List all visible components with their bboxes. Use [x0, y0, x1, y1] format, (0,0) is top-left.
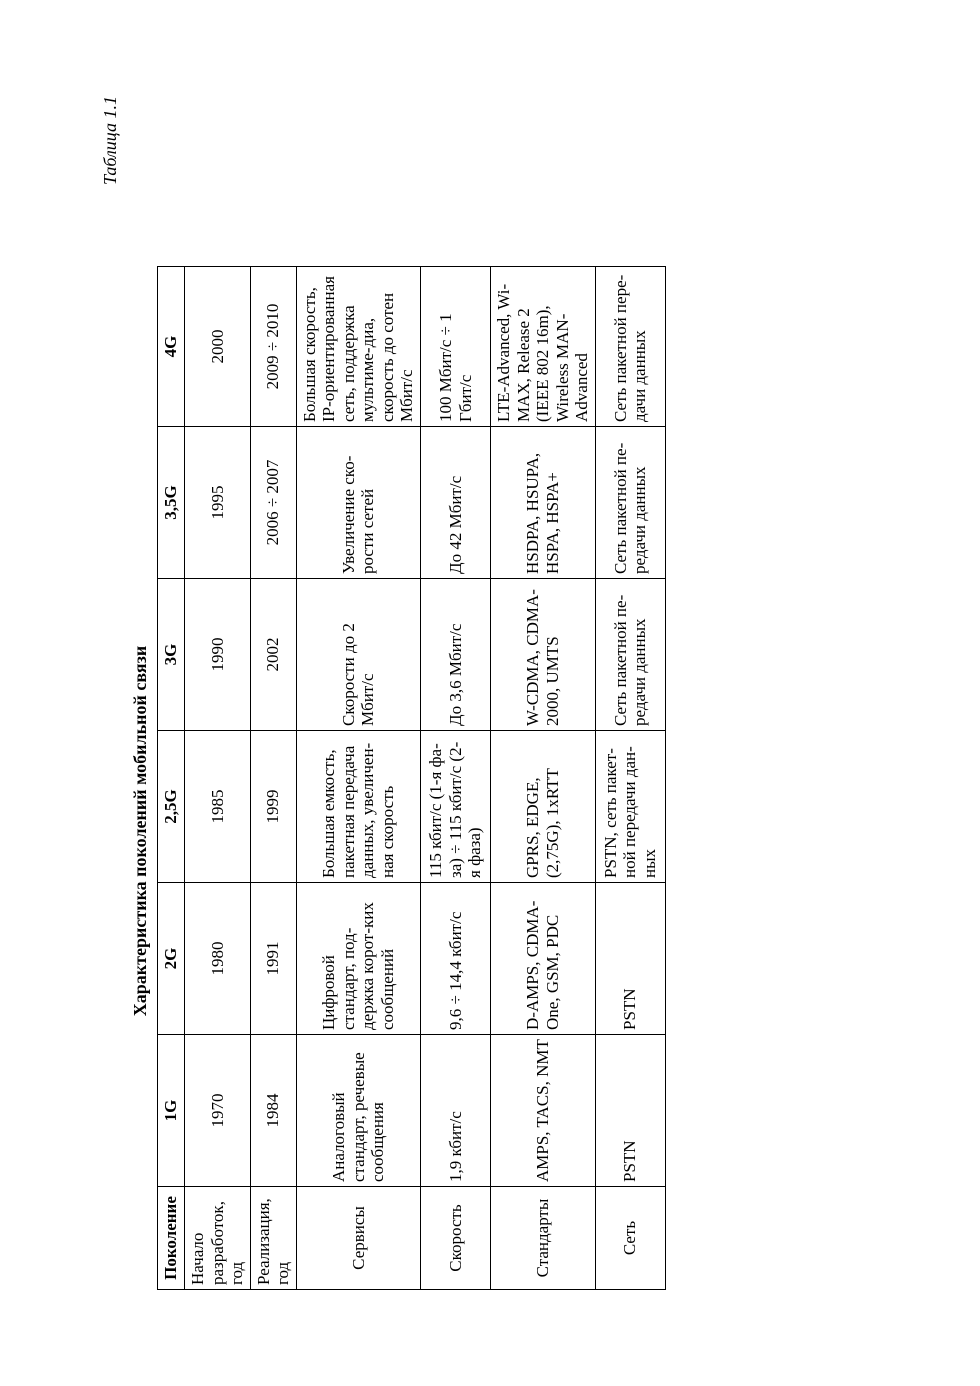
header-row — [158, 267, 185, 1290]
row-label-standards: Стандарты — [491, 1187, 596, 1290]
table-cell: 1984 — [250, 1035, 296, 1187]
table-cell: Сеть пакетной пе-редачи данных — [595, 427, 665, 579]
table-cell: 115 кбит/с (1-я фа-за) ÷ 115 кбит/с (2-я фаза) — [421, 731, 491, 883]
table-cell: HSDPA, HSUPA, HSPA, HSPA+ — [491, 427, 596, 579]
table-cell: 1980 — [185, 883, 251, 1035]
table-cell: До 42 Мбит/с — [421, 427, 491, 579]
table-title: Характеристика поколений мобильной связи — [130, 645, 150, 1017]
header-row-label: Поколение — [158, 1187, 185, 1290]
table-cell: PSTN, сеть пакет-ной передачи дан-ных — [595, 731, 665, 883]
table-row-standards — [491, 267, 596, 1290]
table-cell: Сеть пакетной пере-дачи данных — [595, 267, 665, 427]
table-cell: PSTN — [595, 1035, 665, 1187]
table-cell: LTE-Advanced, Wi-MAX, Release 2 (IEEE 802 16m), Wireless MAN-Advanced — [491, 267, 596, 427]
row-label-dev-start: Начало разработок, год — [185, 1187, 251, 1290]
table-cell: Сеть пакетной пе-редачи данных — [595, 579, 665, 731]
header-gen-4g: 4G — [158, 267, 185, 427]
row-label-speed: Скорость — [421, 1187, 491, 1290]
table-cell: 2006 ÷ 2007 — [250, 427, 296, 579]
table-row-implementation — [250, 267, 296, 1290]
table-cell: Увеличение ско-рости сетей — [296, 427, 420, 579]
table-cell: 2009 ÷ 2010 — [250, 267, 296, 427]
table-cell: Большая скорость, IP-ориентированная сеть, поддержка мультиме-диа, скорость до сотен Мбит/с — [296, 267, 420, 427]
table-row-network — [595, 267, 665, 1290]
table-cell: До 3,6 Мбит/с — [421, 579, 491, 731]
table-cell: AMPS, TACS, NMT — [491, 1035, 596, 1187]
table-cell: 1970 — [185, 1035, 251, 1187]
generations-table — [157, 266, 666, 1290]
table-row-services — [296, 267, 420, 1290]
table-cell: 1995 — [185, 427, 251, 579]
table-row-dev-start — [185, 267, 251, 1290]
table-cell: Скорости до 2 Мбит/с — [296, 579, 420, 731]
rotated-page — [60, 96, 940, 1336]
table-cell: 2002 — [250, 579, 296, 731]
table-cell: 1,9 кбит/с — [421, 1035, 491, 1187]
table-caption: Таблица 1.1 — [100, 96, 120, 186]
table-cell: 1999 — [250, 731, 296, 883]
header-gen-1g: 1G — [158, 1035, 185, 1187]
table-cell: 9,6 ÷ 14,4 кбит/с — [421, 883, 491, 1035]
table-cell: Большая емкость, пакетная передача данных, увеличен-ная скорость — [296, 731, 420, 883]
row-label-implementation: Реализация, год — [250, 1187, 296, 1290]
table-cell: 1991 — [250, 883, 296, 1035]
table-cell: W-CDMA, CDMA-2000, UMTS — [491, 579, 596, 731]
table-cell: D-AMPS, CDMA-One, GSM, PDC — [491, 883, 596, 1035]
header-gen-2g: 2G — [158, 883, 185, 1035]
table-cell: 1985 — [185, 731, 251, 883]
row-label-network: Сеть — [595, 1187, 665, 1290]
table-cell: GPRS, EDGE, (2,75G), 1xRTT — [491, 731, 596, 883]
table-row-speed — [421, 267, 491, 1290]
header-gen-3g: 3G — [158, 579, 185, 731]
row-label-services: Сервисы — [296, 1187, 420, 1290]
table-cell: 2000 — [185, 267, 251, 427]
table-cell: Цифровой стандарт, под-держка корот-ких сообщений — [296, 883, 420, 1035]
table-cell: PSTN — [595, 883, 665, 1035]
header-gen-3-5g: 3,5G — [158, 427, 185, 579]
header-gen-2-5g: 2,5G — [158, 731, 185, 883]
table-cell: 1990 — [185, 579, 251, 731]
table-cell: 100 Мбит/с ÷ 1 Гбит/с — [421, 267, 491, 427]
table-cell: Аналоговый стандарт, речевые сообщения — [296, 1035, 420, 1187]
